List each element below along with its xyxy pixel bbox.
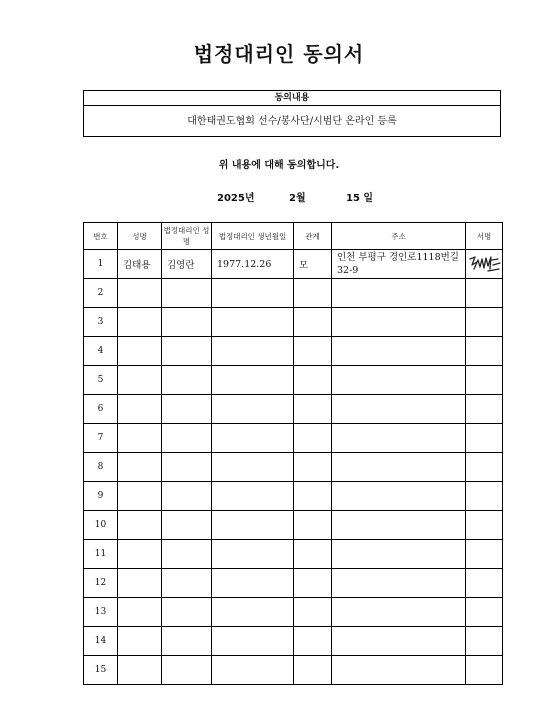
- guardian-birthdate-cell: 1977.12.26: [212, 250, 294, 279]
- guardian-name-cell: [162, 453, 212, 482]
- address-cell: [332, 308, 466, 337]
- student-name-cell: [118, 569, 162, 598]
- signature-cell: [466, 250, 503, 279]
- row-number-cell: 9: [84, 482, 118, 511]
- guardian-birthdate-cell: [212, 656, 294, 685]
- student-name-cell: [118, 366, 162, 395]
- header-name: 성명: [118, 223, 162, 250]
- student-name-cell: [118, 482, 162, 511]
- consent-box: [83, 90, 501, 137]
- guardian-name-cell: [162, 627, 212, 656]
- relation-cell: [294, 453, 332, 482]
- guardian-name-cell: [162, 511, 212, 540]
- signature-cell: [466, 337, 503, 366]
- relation-cell: [294, 627, 332, 656]
- signature-cell: [466, 424, 503, 453]
- guardian-name-cell: [162, 482, 212, 511]
- consent-header: 동의내용: [84, 91, 500, 106]
- roster-body: [84, 250, 503, 685]
- table-row: [84, 250, 503, 279]
- guardian-name-cell: [162, 366, 212, 395]
- date-year: 2025년: [217, 193, 255, 204]
- relation-cell: [294, 279, 332, 308]
- address-cell: [332, 337, 466, 366]
- signature-cell: [466, 482, 503, 511]
- signature-cell: [466, 366, 503, 395]
- guardian-name-cell: [162, 424, 212, 453]
- guardian-name-cell: [162, 598, 212, 627]
- address-cell: [332, 482, 466, 511]
- handwritten-signature: [466, 251, 502, 277]
- guardian-birthdate-cell: [212, 424, 294, 453]
- signature-cell: [466, 598, 503, 627]
- address-cell: [332, 598, 466, 627]
- row-number-cell: 4: [84, 337, 118, 366]
- guardian-birthdate-cell: [212, 598, 294, 627]
- guardian-name-cell: 김영란: [162, 250, 212, 279]
- document-title: 법정대리인 동의서: [193, 42, 365, 66]
- table-row: [84, 627, 503, 656]
- row-number-cell: 8: [84, 453, 118, 482]
- relation-cell: [294, 511, 332, 540]
- agreement-statement: 위 내용에 대해 동의합니다.: [218, 160, 340, 171]
- guardian-birthdate-cell: [212, 366, 294, 395]
- student-name-cell: [118, 598, 162, 627]
- relation-cell: 모: [294, 250, 332, 279]
- relation-cell: [294, 656, 332, 685]
- table-row: [84, 482, 503, 511]
- table-row: [84, 279, 503, 308]
- row-number-cell: 14: [84, 627, 118, 656]
- row-number-cell: 1: [84, 250, 118, 279]
- student-name-cell: [118, 656, 162, 685]
- signature-cell: [466, 656, 503, 685]
- relation-cell: [294, 308, 332, 337]
- address-cell: [332, 424, 466, 453]
- table-row: [84, 598, 503, 627]
- table-row: [84, 656, 503, 685]
- row-number-cell: 3: [84, 308, 118, 337]
- row-number-cell: 2: [84, 279, 118, 308]
- row-number-cell: 11: [84, 540, 118, 569]
- table-row: [84, 308, 503, 337]
- signature-cell: [466, 627, 503, 656]
- signature-cell: [466, 395, 503, 424]
- table-row: [84, 424, 503, 453]
- student-name-cell: [118, 511, 162, 540]
- address-cell: [332, 511, 466, 540]
- guardian-name-cell: [162, 569, 212, 598]
- student-name-cell: [118, 540, 162, 569]
- guardian-name-cell: [162, 395, 212, 424]
- address-cell: 인천 부평구 경인로1118번길 32-9: [332, 250, 466, 279]
- guardian-name-cell: [162, 337, 212, 366]
- student-name-cell: [118, 627, 162, 656]
- row-number-cell: 12: [84, 569, 118, 598]
- relation-cell: [294, 424, 332, 453]
- table-row: [84, 511, 503, 540]
- guardian-birthdate-cell: [212, 395, 294, 424]
- relation-cell: [294, 337, 332, 366]
- header-number: 번호: [84, 223, 118, 250]
- guardian-birthdate-cell: [212, 540, 294, 569]
- guardian-birthdate-cell: [212, 569, 294, 598]
- guardian-birthdate-cell: [212, 627, 294, 656]
- consent-content: 대한태권도협회 선수/봉사단/시범단 온라인 등록: [187, 116, 397, 127]
- address-cell: [332, 395, 466, 424]
- header-guardian-name: 법정대리인 성명: [162, 223, 212, 250]
- student-name-cell: 김태용: [118, 250, 162, 279]
- row-number-cell: 13: [84, 598, 118, 627]
- relation-cell: [294, 482, 332, 511]
- row-number-cell: 7: [84, 424, 118, 453]
- student-name-cell: [118, 453, 162, 482]
- table-row: [84, 366, 503, 395]
- guardian-birthdate-cell: [212, 482, 294, 511]
- guardian-name-cell: [162, 656, 212, 685]
- signature-cell: [466, 279, 503, 308]
- signature-cell: [466, 511, 503, 540]
- guardian-birthdate-cell: [212, 453, 294, 482]
- student-name-cell: [118, 308, 162, 337]
- address-cell: [332, 627, 466, 656]
- date-month: 2월: [289, 193, 306, 204]
- table-row: [84, 453, 503, 482]
- relation-cell: [294, 395, 332, 424]
- row-number-cell: 10: [84, 511, 118, 540]
- row-number-cell: 5: [84, 366, 118, 395]
- header-signature: 서명: [466, 223, 503, 250]
- student-name-cell: [118, 337, 162, 366]
- guardian-birthdate-cell: [212, 337, 294, 366]
- header-guardian-birthdate: 법정대리인 생년월일: [212, 223, 294, 250]
- guardian-birthdate-cell: [212, 308, 294, 337]
- relation-cell: [294, 540, 332, 569]
- guardian-birthdate-cell: [212, 279, 294, 308]
- address-cell: [332, 569, 466, 598]
- guardian-birthdate-cell: [212, 511, 294, 540]
- header-relation: 관계: [294, 223, 332, 250]
- guardian-name-cell: [162, 540, 212, 569]
- student-name-cell: [118, 395, 162, 424]
- address-cell: [332, 366, 466, 395]
- address-cell: [332, 540, 466, 569]
- table-header-row: [84, 223, 503, 250]
- address-cell: [332, 453, 466, 482]
- table-row: [84, 569, 503, 598]
- signature-cell: [466, 308, 503, 337]
- table-row: [84, 540, 503, 569]
- guardian-name-cell: [162, 308, 212, 337]
- table-row: [84, 395, 503, 424]
- signature-cell: [466, 540, 503, 569]
- relation-cell: [294, 598, 332, 627]
- header-address: 주소: [332, 223, 466, 250]
- guardian-roster-table: [83, 222, 503, 685]
- signature-cell: [466, 569, 503, 598]
- guardian-name-cell: [162, 279, 212, 308]
- student-name-cell: [118, 424, 162, 453]
- address-cell: [332, 656, 466, 685]
- row-number-cell: 6: [84, 395, 118, 424]
- address-cell: [332, 279, 466, 308]
- row-number-cell: 15: [84, 656, 118, 685]
- date-day: 15 일: [346, 193, 374, 204]
- relation-cell: [294, 366, 332, 395]
- student-name-cell: [118, 279, 162, 308]
- relation-cell: [294, 569, 332, 598]
- table-row: [84, 337, 503, 366]
- signature-cell: [466, 453, 503, 482]
